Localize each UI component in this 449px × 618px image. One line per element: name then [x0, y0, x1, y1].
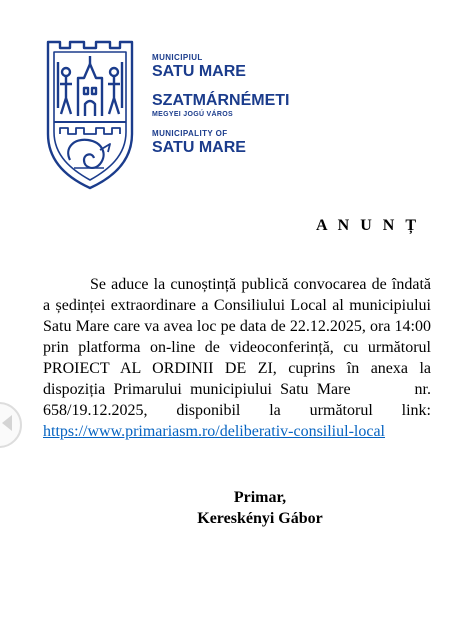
announcement-title: A N U N Ț [316, 217, 420, 234]
logo-text [152, 54, 289, 156]
body-text-part2: nr. 658/19.12.2025, disponibil la următorul link: [43, 381, 431, 419]
body-text-part1: Se aduce la cunoștință publică convocarea de îndată a ședinței extraordinare a Consiliului Local al municipiului Satu Mare care va avea loc pe data de 22.12.2025, ora 14:00 prin platforma on-line de videoconferință, cu următorul PROIECT AL ORDINII DE ZI, cuprins în anexa la dispoziția Primarului municipiului Satu Mare [43, 276, 431, 398]
previous-page-button[interactable] [0, 402, 22, 448]
logo-megyei-jogu-varos: MEGYEI JOGÚ VÁROS [152, 111, 233, 118]
logo-satu-mare: SATU MARE [152, 63, 246, 80]
signature-block [180, 487, 340, 529]
logo-municipiul: MUNICIPIUL [152, 53, 203, 62]
logo-municipality-of: MUNICIPALITY OF [152, 129, 228, 138]
city-crest-icon [44, 38, 136, 192]
signature-name: Kereskényi Gábor [197, 510, 323, 527]
logo-szatmarnemeti: SZATMÁRNÉMETI [152, 92, 290, 109]
municipality-logo [44, 36, 314, 196]
deliberativ-link[interactable]: https://www.primariasm.ro/deliberativ-consiliul-local [43, 423, 385, 440]
chevron-left-icon [2, 415, 12, 431]
signature-role: Primar, [233, 489, 287, 506]
logo-satu-mare-en: SATU MARE [152, 139, 246, 156]
announcement-body [43, 274, 431, 442]
